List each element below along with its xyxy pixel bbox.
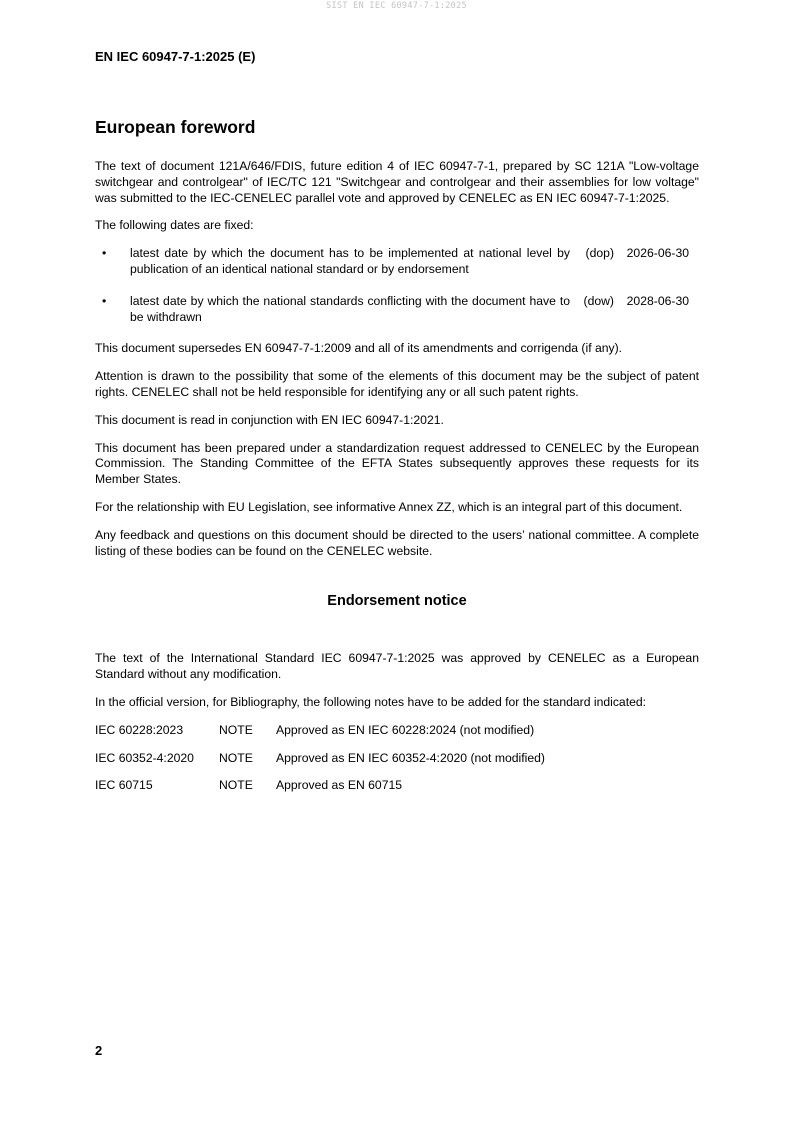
note-text: Approved as EN IEC 60228:2024 (not modified) bbox=[276, 722, 535, 737]
note-row bbox=[95, 723, 699, 739]
date-value: 2026-06-30 bbox=[626, 246, 689, 261]
note-text: Approved as EN IEC 60352-4:2020 (not modified) bbox=[276, 750, 545, 765]
conjunction-paragraph: This document is read in conjunction with EN IEC 60947-1:2021. bbox=[95, 412, 444, 427]
note-row bbox=[95, 751, 699, 767]
eu-legislation-paragraph: For the relationship with EU Legislation, see informative Annex ZZ, which is an integral part of this document. bbox=[95, 499, 683, 514]
document-body bbox=[95, 117, 699, 806]
note-label: NOTE bbox=[219, 722, 253, 737]
date-code: (dow) bbox=[583, 293, 614, 308]
dates-intro: The following dates are fixed: bbox=[95, 218, 254, 233]
page-number: 2 bbox=[95, 1043, 103, 1058]
standardization-request-paragraph: This document has been prepared under a standardization request addressed to CENELEC by the European Commission. The Standing Committee of the EFTA States subsequently approves these requests for its Member States. bbox=[95, 440, 699, 487]
endorsement-title: Endorsement notice bbox=[327, 593, 467, 610]
date-description: latest date by which the document has to be implemented at national level by publication of an identical national standard or by endorsement bbox=[130, 246, 570, 276]
watermark-text: SIST EN IEC 60947-7-1:2025 bbox=[326, 1, 467, 11]
note-ref: IEC 60715 bbox=[95, 778, 153, 793]
foreword-intro: The text of document 121A/646/FDIS, future edition 4 of IEC 60947-7-1, prepared by SC 121A "Low-voltage switchgear and controlgear" of IEC/TC 121 "Switchgear and controlgear and their assemblies for low voltage" was submitted to the IEC-CENELEC parallel vote and approved by CENELEC as EN IEC 60947-7-1:2025. bbox=[95, 159, 699, 205]
foreword-title: European foreword bbox=[95, 117, 256, 137]
feedback-paragraph: Any feedback and questions on this document should be directed to the users’ national committee. A complete listing of these bodies can be found on the CENELEC website. bbox=[95, 527, 699, 558]
date-value: 2028-06-30 bbox=[626, 293, 689, 308]
bullet: • bbox=[102, 246, 107, 261]
note-text: Approved as EN 60715 bbox=[276, 778, 403, 793]
date-description: latest date by which the national standards conflicting with the document have to be withdrawn bbox=[130, 293, 570, 324]
note-ref: IEC 60352-4:2020 bbox=[95, 750, 194, 765]
endorsement-text: The text of the International Standard IEC 60947-7-1:2025 was approved by CENELEC as a European Standard without any modification. bbox=[95, 651, 699, 682]
bullet: • bbox=[102, 293, 107, 308]
patent-paragraph: Attention is drawn to the possibility that some of the elements of this document may be the subject of patent rights. CENELEC shall not be held responsible for identifying any or all such patent rights. bbox=[95, 369, 699, 399]
date-code: (dop) bbox=[585, 246, 614, 261]
notes-intro: In the official version, for Bibliography, the following notes have to be added for the standard indicated: bbox=[95, 694, 647, 709]
note-label: NOTE bbox=[219, 778, 253, 793]
date-item bbox=[95, 246, 699, 278]
supersedes-paragraph: This document supersedes EN 60947-7-1:2009 and all of its amendments and corrigenda (if any). bbox=[95, 341, 623, 356]
standard-header: EN IEC 60947-7-1:2025 (E) bbox=[95, 49, 256, 64]
note-row bbox=[95, 778, 699, 794]
dates-list bbox=[95, 246, 699, 325]
note-ref: IEC 60228:2023 bbox=[95, 722, 184, 737]
bibliography-notes bbox=[95, 723, 699, 794]
date-item bbox=[95, 294, 699, 326]
note-label: NOTE bbox=[219, 750, 253, 765]
